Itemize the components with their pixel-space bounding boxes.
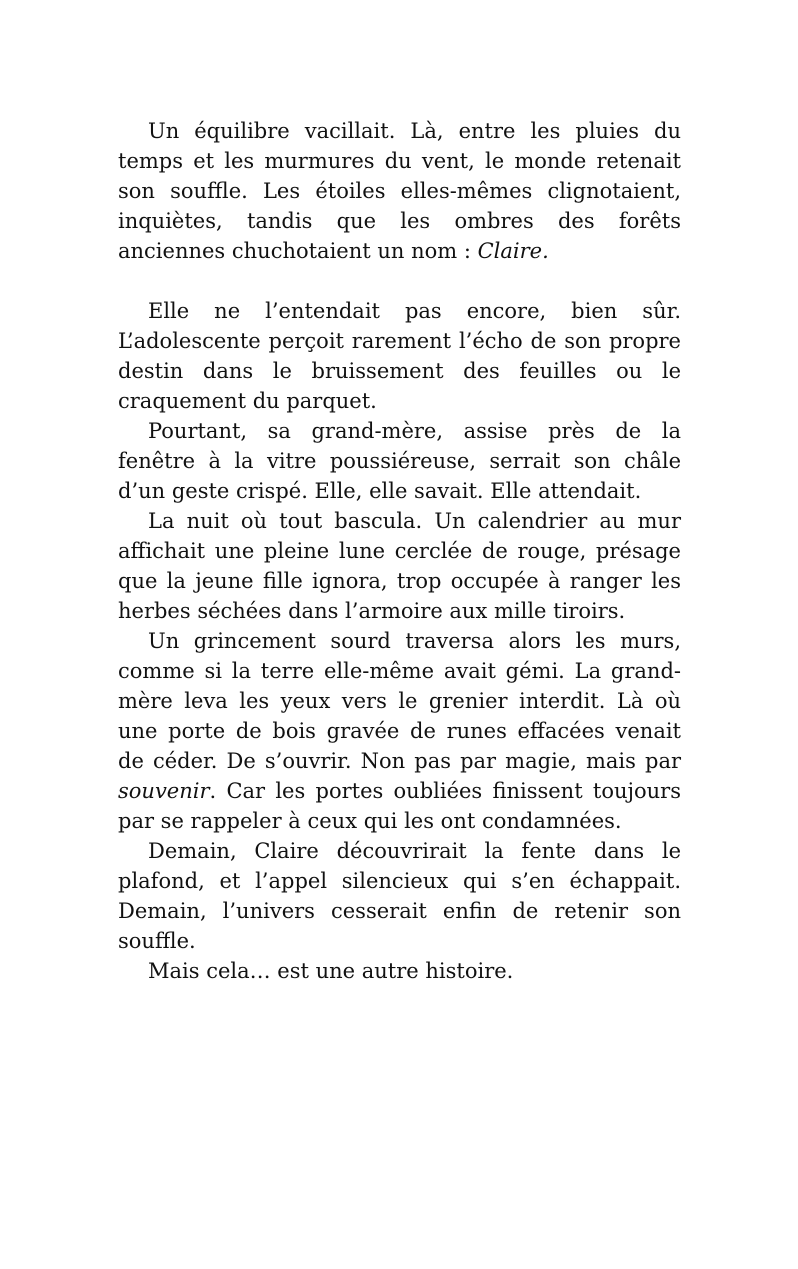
paragraph-text: Demain, Claire découvrirait la fente dans le plafond, et l’appel silencieux qui s’en échappait. Demain, l’univers cesserait enfin de retenir son souffle.: [118, 839, 681, 953]
paragraph-closing: [118, 956, 681, 986]
paragraph-text: Elle ne l’entendait pas encore, bien sûr. L’adolescente perçoit rarement l’écho de son propre destin dans le bruissement des feuilles ou le craquement du parquet.: [118, 299, 681, 413]
paragraph-opening: [118, 116, 681, 266]
paragraph: [118, 836, 681, 956]
paragraph-text: La nuit où tout bascula. Un calendrier au mur affichait une pleine lune cerclée de rouge, présage que la jeune fille ignora, trop occupée à ranger les herbes séchées dans l’armoire aux mille tiroirs.: [118, 509, 681, 623]
paragraph: [118, 296, 681, 416]
paragraph-text: Mais cela… est une autre histoire.: [148, 959, 514, 983]
paragraph: [118, 626, 681, 836]
book-page: [118, 116, 681, 986]
paragraph-italic-text: souvenir: [118, 779, 210, 803]
paragraph-text-end: . Car les portes oubliées finissent toujours par se rappeler à ceux qui les ont condamnées.: [118, 779, 681, 833]
paragraph-text: Un grincement sourd traversa alors les murs, comme si la terre elle-même avait gémi. La grand-mère leva les yeux vers le grenier interdit. Là où une porte de bois gravée de runes effacées venait de céder. De s’ouvrir. Non pas par magie, mais par: [118, 629, 681, 773]
paragraph-text: Pourtant, sa grand-mère, assise près de la fenêtre à la vitre poussiéreuse, serrait son châle d’un geste crispé. Elle, elle savait. Elle attendait.: [118, 419, 681, 503]
paragraph: [118, 416, 681, 506]
paragraph: [118, 506, 681, 626]
paragraph-italic-text: Claire.: [477, 239, 549, 263]
paragraph-text: Un équilibre vacillait. Là, entre les pluies du temps et les murmures du vent, le monde retenait son souffle. Les étoiles elles-mêmes clignotaient, inquiètes, tandis que les ombres des forêts anciennes chuchotaient un nom :: [118, 119, 681, 263]
